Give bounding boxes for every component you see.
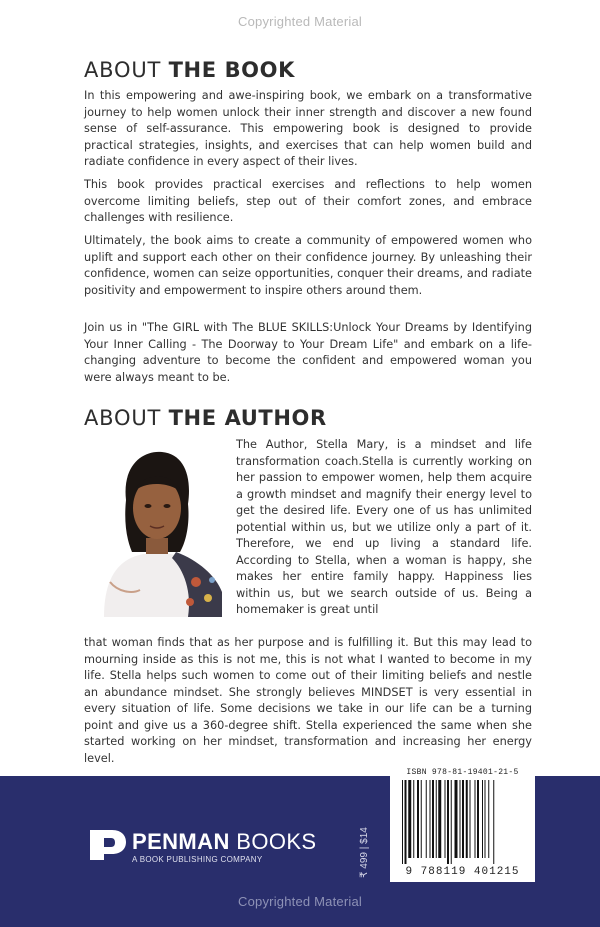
price-label xyxy=(357,812,371,892)
barcode-bar xyxy=(436,780,437,858)
barcode-bar xyxy=(460,780,461,858)
copyright-watermark-top: Copyrighted Material xyxy=(238,14,362,29)
barcode-bar xyxy=(426,780,427,858)
penman-logo-icon xyxy=(88,828,128,862)
barcode-bar xyxy=(475,780,476,858)
about-author-heading-light: ABOUT xyxy=(84,406,169,430)
about-book-paragraph-1: In this empowering and awe-inspiring book, we embark on a transformative journey to help women unlock their inner strength and discover a new found sense of self-assurance. This empowering book is designed to provide practical strategies, insights, and exercises that can help women build and radiate confidence in every aspect of their lives. xyxy=(84,89,532,168)
barcode-bar xyxy=(421,780,422,858)
barcode-bar xyxy=(470,780,471,858)
barcode-bar xyxy=(488,780,489,858)
about-book-paragraph-2: This book provides practical exercises and reflections to help women overcome limiting beliefs, step out of their comfort zones, and embrace challenges with resilience. xyxy=(84,178,532,224)
about-author-text-beside-photo: The Author, Stella Mary, is a mindset and life transformation coach.Stella is currently working on her passion to empower women, help them acquire a growth mindset and magnify their energy level to get the desired life. Every one of us has unlimited potential within us, but we utilize only a part of it. Therefore, we end up living a standard life. According to Stella, when a woman is happy, she makes her entire family happy. Happiness lies within us, but we search outside of us. Being a homemaker is great until xyxy=(236,438,532,616)
about-book-paragraph-3: Ultimately, the book aims to create a community of empowered women who uplift and support each other on their confidence journey. By unleashing their confidence, women can seize opportunities, conquer their dreams, and radiate positivity and empowerment to inspire others around them. xyxy=(84,234,532,297)
author-photo xyxy=(84,442,222,617)
barcode-bar xyxy=(432,780,434,858)
barcode-number: 9 788119 401215 xyxy=(405,866,520,878)
about-author-heading xyxy=(84,406,327,430)
about-author-heading-bold: THE AUTHOR xyxy=(168,406,327,430)
barcode-bar xyxy=(482,780,483,858)
about-author-text-below-photo: that woman finds that as her purpose and is fulfilling it. But this may lead to mourning inside as this is not me, this is not what I wanted to become in my life. Stella helps such women to come out of their limiting beliefs and nestle an abundance mindset. She strongly believes MINDSET is very essential in every situation of life. Some decisions we take in our life can be a turning point and give us a 360-degree shift. Stella experienced the same when she started working on her mindset, transformation and increasing her energy level. xyxy=(84,636,532,765)
isbn-label: ISBN 978-81-19401-21-5 xyxy=(406,768,519,777)
barcode-bar xyxy=(402,780,403,864)
barcode-bar xyxy=(477,780,479,858)
barcode-bar xyxy=(417,780,419,858)
copyright-watermark-bottom: Copyrighted Material xyxy=(238,894,362,909)
publisher-name-bold: PENMAN xyxy=(132,829,230,854)
about-book-heading-light: ABOUT xyxy=(84,58,169,82)
barcode-bar xyxy=(438,780,441,858)
price-text: ₹ 499 | $14 xyxy=(358,826,370,878)
barcode-bars xyxy=(400,780,526,864)
barcode-bar xyxy=(430,780,431,858)
barcode-bar xyxy=(485,780,486,858)
publisher-name-light: BOOKS xyxy=(229,829,317,854)
barcode-bar xyxy=(493,780,494,864)
publisher-name xyxy=(132,829,317,855)
barcode-bar xyxy=(462,780,464,858)
barcode-bar xyxy=(413,780,414,858)
about-book-heading xyxy=(84,58,295,82)
isbn-barcode xyxy=(390,766,535,882)
barcode-bar xyxy=(451,780,452,864)
author-portrait-illustration xyxy=(84,442,222,617)
barcode-bar xyxy=(447,780,449,864)
barcode-bar xyxy=(466,780,468,858)
barcode-bar xyxy=(445,780,446,858)
about-book-paragraph-4: Join us in "The GIRL with The BLUE SKILLS:Unlock Your Dreams by Identifying Your Inner Calling - The Doorway to Your Dream Life" and embark on a life-changing adventure to become the confident and empowered woman you were always meant to be. xyxy=(84,321,532,384)
barcode-bar xyxy=(405,780,407,864)
barcode-bar xyxy=(408,780,411,858)
barcode-bar xyxy=(455,780,458,858)
publisher-tagline: A BOOK PUBLISHING COMPANY xyxy=(132,855,263,864)
about-book-heading-bold: THE BOOK xyxy=(168,58,295,82)
